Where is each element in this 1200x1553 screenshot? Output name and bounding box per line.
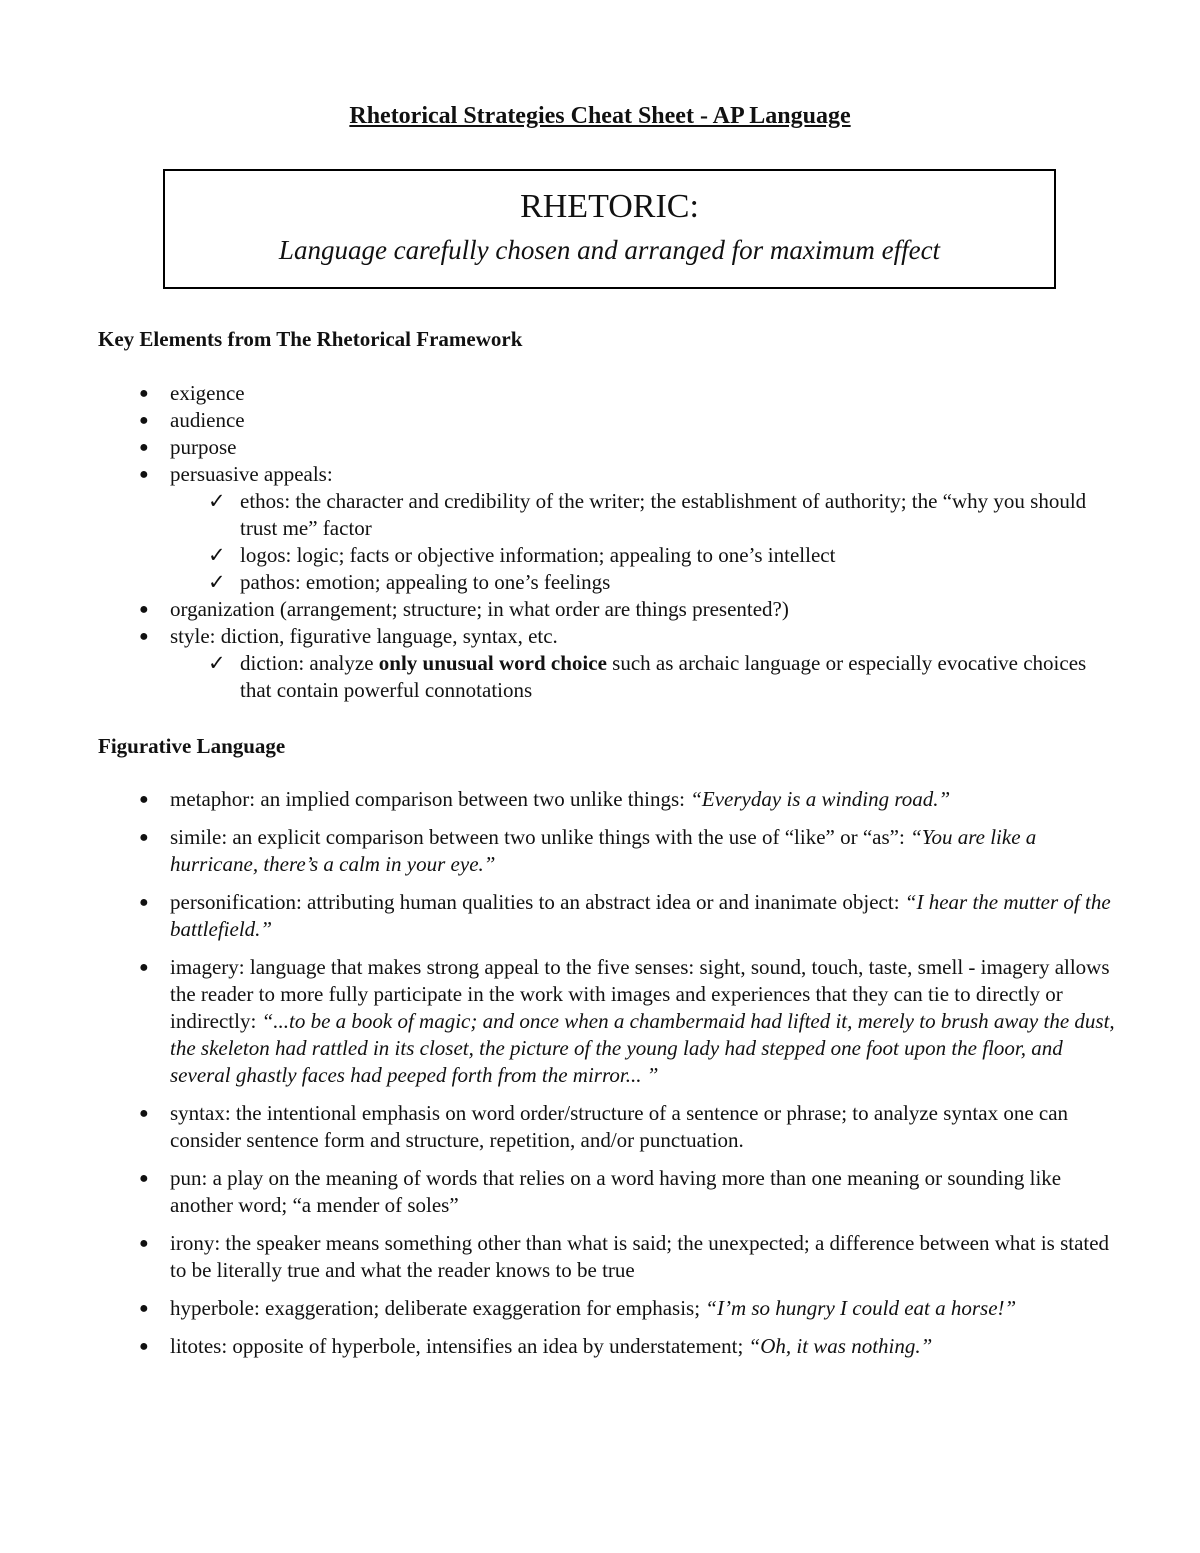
item-text: metaphor: an implied comparison between two unlike things:	[170, 787, 691, 811]
item-quote: “I hear the mutter of the battlefield.”	[170, 890, 1111, 941]
list-item	[0, 786, 1115, 813]
definition-box	[163, 169, 1056, 289]
figurative-list	[0, 786, 1200, 1371]
page-title: Rhetorical Strategies Cheat Sheet - AP Language	[349, 103, 851, 129]
sub-list-item	[0, 569, 1115, 596]
bullet-icon: ●	[139, 791, 149, 808]
bullet-icon: ●	[139, 601, 149, 618]
bullet-icon: ●	[139, 385, 149, 402]
sub-list-item	[0, 488, 1115, 542]
item-text: persuasive appeals:	[170, 462, 333, 486]
item-text: ethos: the character and credibility of the writer; the establishment of authority; the “why you should trust me” factor	[240, 489, 1087, 540]
list-item	[0, 1165, 1115, 1219]
list-item	[0, 824, 1115, 878]
item-quote: “Oh, it was nothing.”	[748, 1334, 933, 1358]
item-text: syntax: the intentional emphasis on word order/structure of a sentence or phrase; to analyze syntax one can consider sentence form and structure, repetition, and/or punctuation.	[170, 1101, 1069, 1152]
item-text: irony: the speaker means something other than what is said; the unexpected; a difference between what is stated to be literally true and what the reader knows to be true	[170, 1231, 1110, 1282]
key-elements-list	[0, 380, 1200, 704]
list-item	[0, 1100, 1115, 1154]
item-text: imagery: language that makes strong appeal to the five senses: sight, sound, touch, taste, smell - imagery allows the reader to more fully participate in the work with images and experiences that they can tie to directly or indirectly:	[170, 955, 1110, 1033]
item-text: litotes: opposite of hyperbole, intensifies an idea by understatement;	[170, 1334, 749, 1358]
checkmark-icon: ✓	[208, 570, 226, 594]
item-quote: “Everyday is a winding road.”	[690, 787, 951, 811]
item-text: logos: logic; facts or objective information; appealing to one’s intellect	[240, 543, 836, 567]
bullet-icon: ●	[139, 1300, 149, 1317]
item-quote: “...to be a book of magic; and once when a chambermaid had lifted it, merely to brush away the dust, the skeleton had rattled in its closet, the picture of the young lady had stepped one foot upon the floor, and several ghastly faces had peeped forth from the mirror... ”	[170, 1009, 1115, 1087]
definition-term: RHETORIC:	[520, 188, 699, 225]
item-text: personification: attributing human qualities to an abstract idea or and inanimate object:	[170, 890, 905, 914]
item-text: audience	[170, 408, 245, 432]
list-item	[0, 380, 1115, 407]
bullet-icon: ●	[139, 894, 149, 911]
list-item	[0, 1230, 1115, 1284]
sub-list-item	[0, 650, 1115, 704]
list-item	[0, 596, 1115, 623]
bullet-icon: ●	[139, 439, 149, 456]
item-text-bold: only unusual word choice	[378, 651, 607, 675]
list-item	[0, 954, 1115, 1089]
figurative-heading: Figurative Language	[98, 734, 286, 758]
item-text: hyperbole: exaggeration; deliberate exaggeration for emphasis;	[170, 1296, 706, 1320]
item-text: style: diction, figurative language, syntax, etc.	[170, 624, 558, 648]
bullet-icon: ●	[139, 829, 149, 846]
item-text: purpose	[170, 435, 237, 459]
key-elements-heading: Key Elements from The Rhetorical Framework	[98, 327, 523, 351]
list-item	[0, 434, 1115, 461]
bullet-icon: ●	[139, 412, 149, 429]
checkmark-icon: ✓	[208, 651, 226, 675]
list-item	[0, 407, 1115, 434]
item-text-c: such as archaic language or especially evocative choices that contain powerful connotations	[240, 651, 1087, 702]
bullet-icon: ●	[139, 1105, 149, 1122]
item-text: pathos: emotion; appealing to one’s feelings	[240, 570, 611, 594]
item-text: exigence	[170, 381, 245, 405]
checkmark-icon: ✓	[208, 489, 226, 513]
checkmark-icon: ✓	[208, 543, 226, 567]
bullet-icon: ●	[139, 1338, 149, 1355]
bullet-icon: ●	[139, 466, 149, 483]
definition-text: Language carefully chosen and arranged for maximum effect	[278, 235, 941, 265]
list-item	[0, 1333, 1115, 1360]
list-item	[0, 1295, 1115, 1322]
item-text: pun: a play on the meaning of words that relies on a word having more than one meaning or sounding like another word; “a mender of soles”	[170, 1166, 1062, 1217]
item-quote: “You are like a hurricane, there’s a calm in your eye.”	[170, 825, 1037, 876]
list-item	[0, 889, 1115, 943]
list-item	[0, 461, 1115, 488]
bullet-icon: ●	[139, 959, 149, 976]
bullet-icon: ●	[139, 628, 149, 645]
item-text: simile: an explicit comparison between two unlike things with the use of “like” or “as”:	[170, 825, 911, 849]
item-text-a: diction: analyze	[240, 651, 379, 675]
sub-list-item	[0, 542, 1115, 569]
list-item	[0, 623, 1115, 650]
bullet-icon: ●	[139, 1235, 149, 1252]
bullet-icon: ●	[139, 1170, 149, 1187]
item-quote: “I’m so hungry I could eat a horse!”	[705, 1296, 1017, 1320]
item-text: organization (arrangement; structure; in what order are things presented?)	[170, 597, 789, 621]
